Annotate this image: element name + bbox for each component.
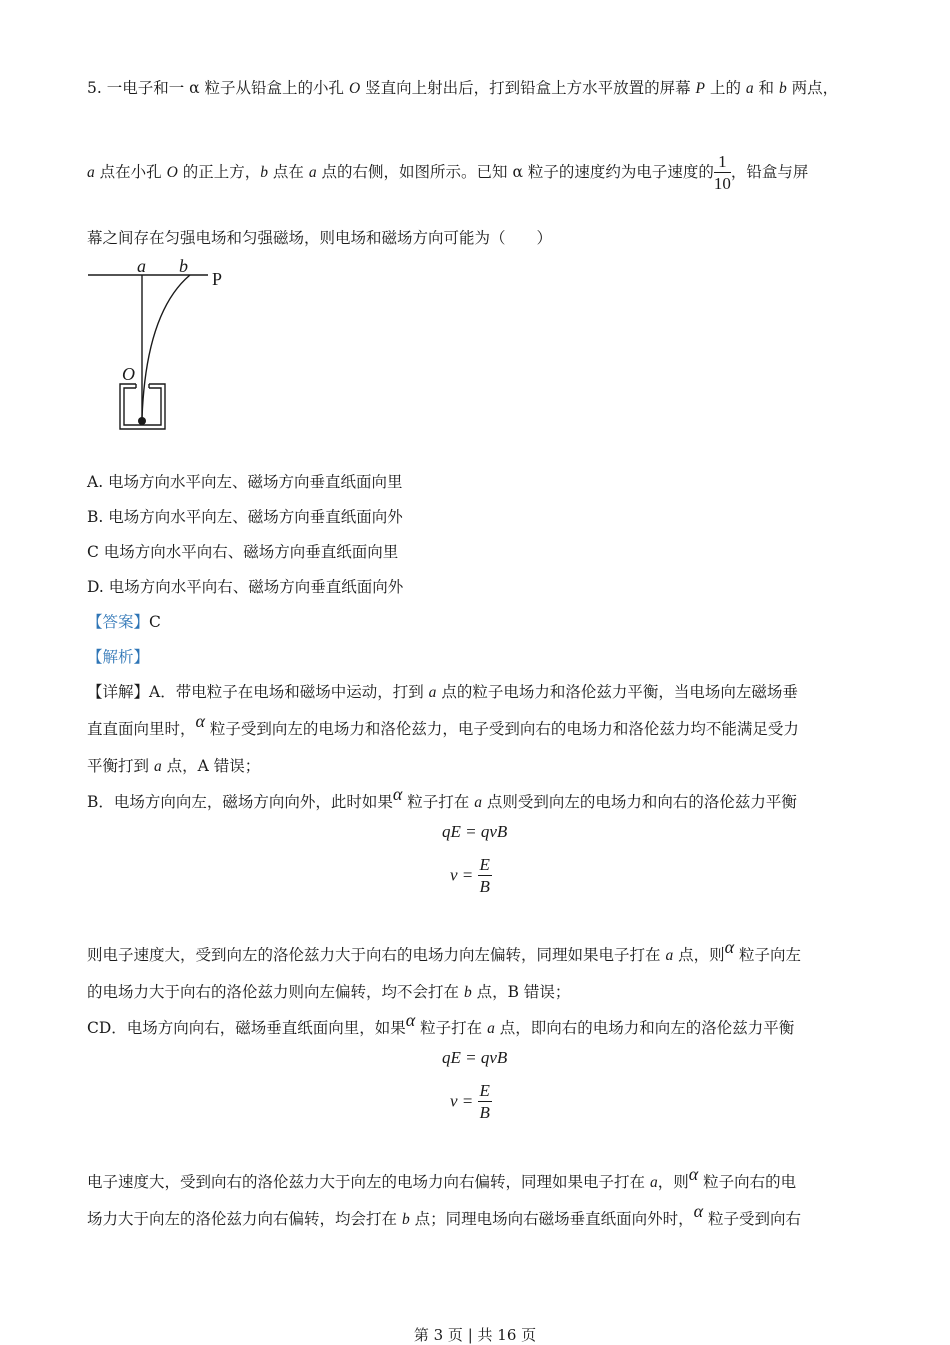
text: CD．电场方向向右，磁场垂直纸面向里，如果 <box>87 1019 406 1037</box>
text: 直直面向里时， <box>87 720 196 738</box>
text: 点，A 错误； <box>161 757 261 775</box>
text: 和 <box>753 79 779 97</box>
deflection-figure <box>80 252 240 434</box>
option-a: A. 电场方向水平向左、磁场方向垂直纸面向里 <box>87 473 403 491</box>
text: 的电场力大于向右的洛伦兹力则向左偏转，均不会打在 <box>87 983 464 1001</box>
text: 点；同理电场向右磁场垂直纸面向外时， <box>409 1210 694 1228</box>
var-O: O <box>166 164 178 181</box>
detail-cd-line <box>87 1010 795 1038</box>
answer-line <box>87 610 161 632</box>
source-dot <box>138 417 146 425</box>
fraction-numerator: E <box>479 855 490 874</box>
text: 点的粒子电场力和洛伦兹力平衡，当电场向左磁场垂 <box>436 683 798 701</box>
option-d: D. 电场方向水平向右、磁场方向垂直纸面向外 <box>87 578 404 596</box>
var-a: a <box>487 1020 495 1037</box>
var-P: P <box>695 80 706 97</box>
text: A．带电粒子在电场和磁场中运动，打到 <box>149 683 429 701</box>
detail-label: 【详解】 <box>87 683 150 701</box>
fraction-numerator: 1 <box>714 152 731 173</box>
fraction-E-over-B <box>478 855 492 898</box>
var-b: b <box>463 984 472 1001</box>
label-a: a <box>137 256 146 276</box>
alpha-symbol: α <box>195 711 205 731</box>
detail-b-line <box>87 784 797 812</box>
option-b: B. 电场方向水平向左、磁场方向垂直纸面向外 <box>87 508 403 526</box>
equation-v-E-over-B-1 <box>450 855 492 898</box>
detail-cd-line-3 <box>87 1201 802 1229</box>
alpha-symbol: α <box>405 1010 416 1030</box>
var-b: b <box>401 1211 410 1228</box>
text: 竖直向上射出后，打到铅盒上方水平放置的屏幕 <box>360 79 696 97</box>
text: 点的右侧，如图所示。已知 α 粒子的速度约为电子速度的 <box>316 163 714 181</box>
equation-v-E-over-B-2 <box>450 1081 492 1124</box>
fraction-one-tenth <box>714 152 731 195</box>
curved-trajectory <box>142 275 190 418</box>
fraction-denominator: B <box>479 1103 490 1122</box>
alpha-symbol: α <box>724 937 735 957</box>
text: ，则 <box>657 1173 689 1191</box>
var-a: a <box>745 80 754 97</box>
label-P: P <box>212 269 223 289</box>
var-a: a <box>474 794 482 811</box>
page-footer: 第 3 页 | 共 16 页 <box>413 1326 537 1344</box>
equation-qE-qvB-1: qE = qvB <box>442 822 508 841</box>
alpha-symbol: α <box>693 1201 704 1221</box>
text: 粒子打在 <box>415 1019 488 1037</box>
detail-line-1 <box>87 680 798 702</box>
text: 点在小孔 <box>94 163 167 181</box>
detail-cd-line-2 <box>87 1164 797 1192</box>
option-c: C 电场方向水平向右、磁场方向垂直纸面向里 <box>87 543 399 561</box>
text: 点，B 错误； <box>471 983 571 1001</box>
var-a: a <box>665 947 674 964</box>
text: 粒子向右的电 <box>698 1173 797 1191</box>
text: B．电场方向向左，磁场方向向外，此时如果 <box>87 793 393 811</box>
var-a: a <box>87 164 95 181</box>
text: 平衡打到 <box>87 757 154 775</box>
text: 点则受到向左的电场力和向右的洛伦兹力平衡 <box>481 793 797 811</box>
text: 场力大于向左的洛伦兹力向右偏转，均会打在 <box>87 1210 402 1228</box>
alpha-symbol: α <box>688 1164 699 1184</box>
answer-label: 【答案】 <box>87 613 150 631</box>
var-a: a <box>308 164 317 181</box>
text: 点，则 <box>673 946 725 964</box>
var-b: b <box>260 164 268 181</box>
text: 一电子和一 α 粒子从铅盒上的小孔 <box>101 79 349 97</box>
label-b: b <box>179 256 188 276</box>
var-b: b <box>778 80 787 97</box>
fraction-E-over-B <box>478 1081 492 1124</box>
question-line-3 <box>87 226 552 248</box>
fraction-denominator: 10 <box>713 173 731 193</box>
eq-lhs: v = <box>450 865 474 885</box>
equation-qE-qvB-2: qE = qvB <box>442 1048 508 1067</box>
text: ，铅盒与屏 <box>730 163 809 181</box>
text: 粒子受到向右 <box>703 1210 802 1228</box>
text: 的正上方， <box>177 163 261 181</box>
fraction-denominator: B <box>479 877 490 896</box>
text: 则电子速度大，受到向左的洛伦兹力大于向右的电场力向左偏转，同理如果电子打在 <box>87 946 666 964</box>
fraction-numerator: E <box>479 1081 490 1100</box>
analysis-label: 【解析】 <box>87 648 150 666</box>
detail-line-3 <box>87 754 260 776</box>
var-O: O <box>348 80 361 97</box>
alpha-symbol: α <box>392 784 403 804</box>
label-O: O <box>122 364 135 384</box>
answer-value: C <box>149 613 161 631</box>
text: 粒子打在 <box>402 793 475 811</box>
text: 幕之间存在匀强电场和匀强磁场，则电场和磁场方向可能为（ ） <box>87 229 553 247</box>
var-a: a <box>153 758 162 775</box>
text: 点，即向右的电场力和向左的洛伦兹力平衡 <box>494 1019 795 1037</box>
text: 上的 <box>705 79 746 97</box>
question-line-1 <box>87 76 838 98</box>
text: 电子速度大，受到向右的洛伦兹力大于向左的电场力向右偏转，同理如果电子打在 <box>87 1173 650 1191</box>
var-a: a <box>428 684 437 701</box>
text: 点在 <box>268 163 309 181</box>
detail-line-2 <box>87 711 799 739</box>
question-line-2 <box>87 136 808 209</box>
detail-b-line-2 <box>87 937 802 965</box>
text: 粒子受到向左的电场力和洛伦兹力，电子受到向右的电场力和洛伦兹力均不能满足受力 <box>204 720 799 738</box>
text: 两点， <box>786 79 839 97</box>
question-number: 5. <box>87 79 102 97</box>
eq-lhs: v = <box>450 1091 474 1111</box>
var-a: a <box>649 1174 658 1191</box>
text: 粒子向左 <box>734 946 802 964</box>
detail-b-line-3 <box>87 980 570 1002</box>
